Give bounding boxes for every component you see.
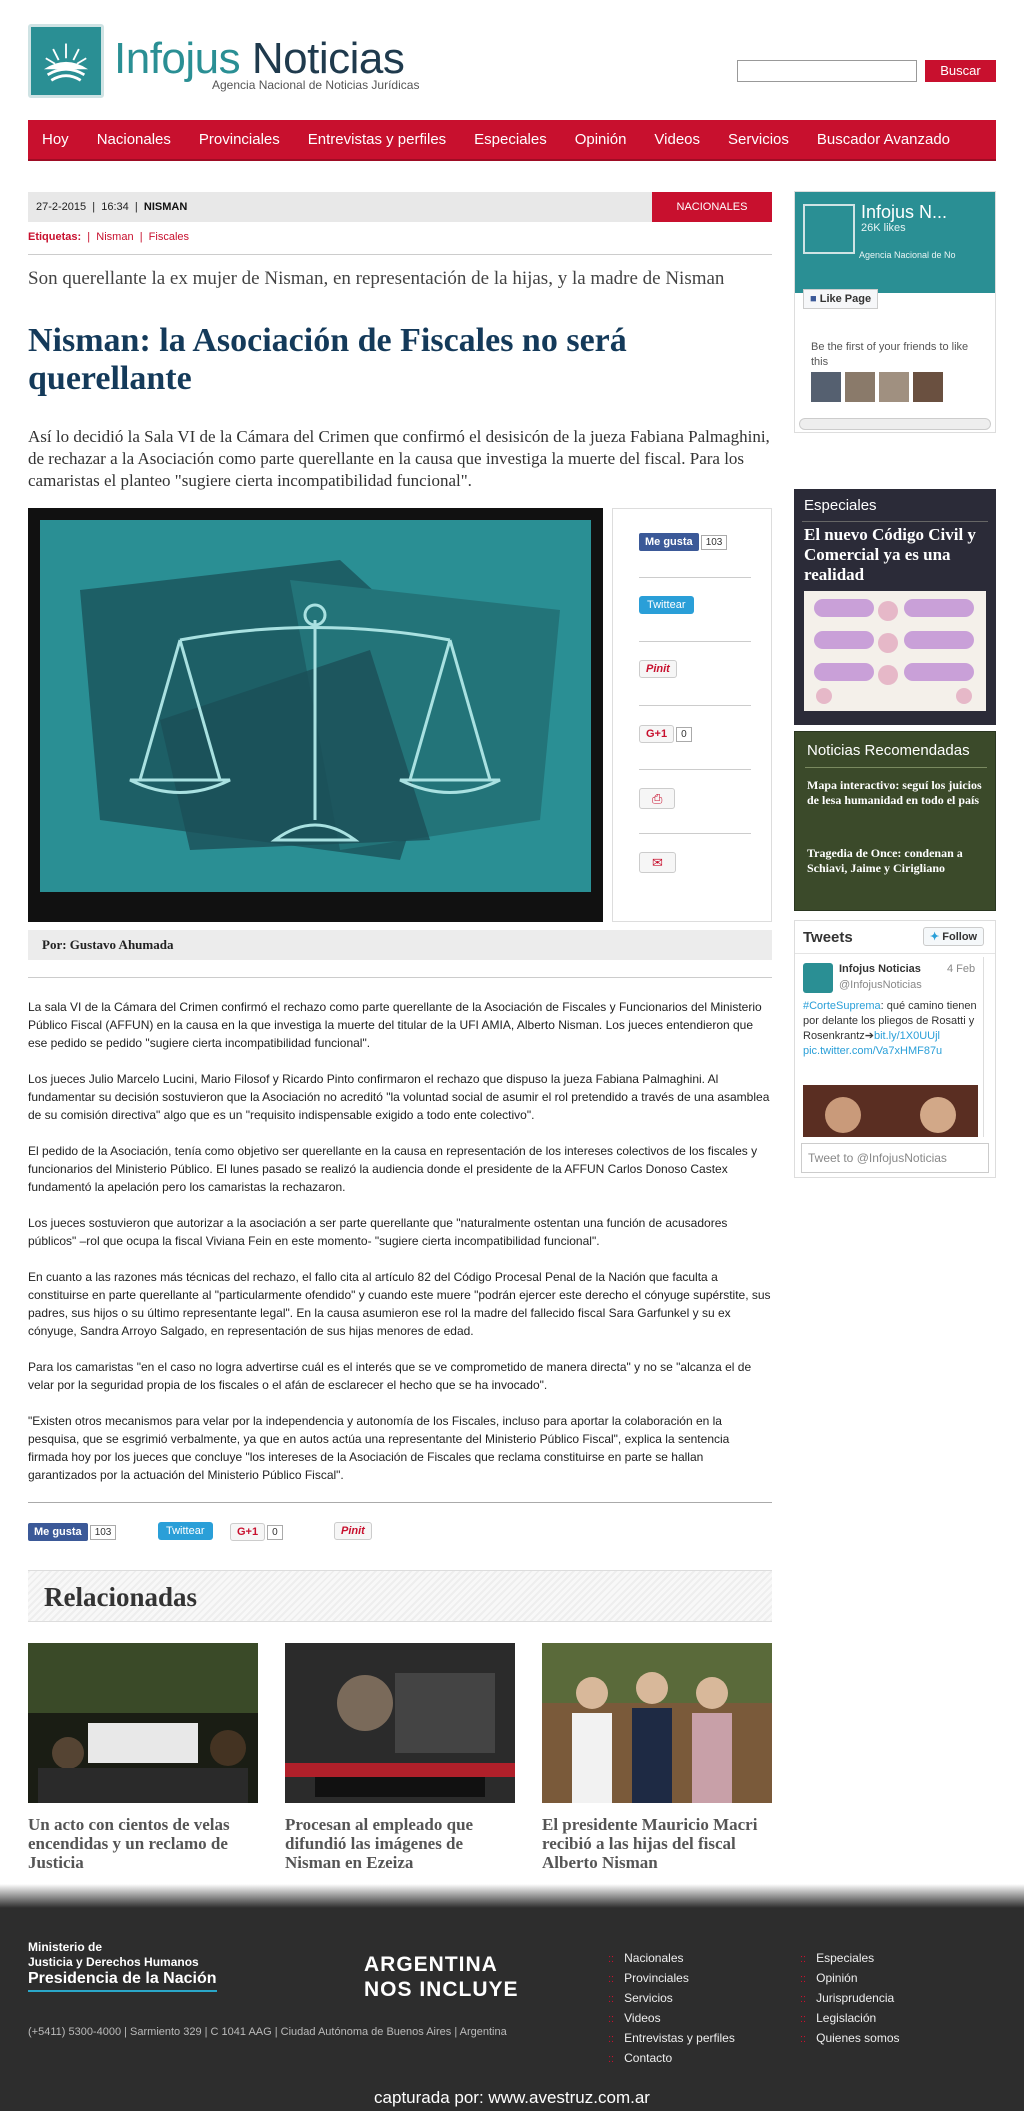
friend-avatar[interactable] [879, 372, 909, 402]
capture-credit: capturada por: www.avestruz.com.ar [374, 2088, 650, 2107]
bullet-icon: :: [608, 1973, 615, 1985]
article-lead: Así lo decidió la Sala VI de la Cámara del Crimen que confirmó el desisicón de la jueza Fabiana Palmaghini, de rechazar a la Asociación como parte querellante en la causa que investiga la muerte del fiscal. Para los camaristas el planteo "sugiere cierta incompatibilidad funcional". [28, 427, 770, 490]
friend-avatar[interactable] [845, 372, 875, 402]
nav-item-servicios[interactable]: Servicios [728, 131, 789, 148]
article-image [28, 508, 603, 922]
nav-item-buscador[interactable]: Buscador Avanzado [816, 131, 951, 148]
footer-link[interactable]: :: Servicios [608, 1991, 673, 2005]
share-column [612, 508, 772, 922]
presidencia-logo[interactable]: Presidencia de la Nación [28, 1970, 217, 1992]
article-body [28, 998, 772, 1502]
footer-link[interactable]: :: Provinciales [608, 1971, 689, 1985]
bullet-icon: :: [800, 1953, 807, 1965]
bullet-icon: :: [608, 1953, 615, 1965]
footer-address: (+5411) 5300-4000 | Sarmiento 329 | C 1041 AAG | Ciudad Autónoma de Buenos Aires | Argentina [28, 2026, 507, 2038]
tweet-button[interactable]: Twittear [639, 596, 694, 614]
brand-name[interactable]: Infojus Noticias [114, 34, 405, 83]
facebook-likes-count: 26K likes [861, 222, 906, 234]
footer-link[interactable]: :: Videos [608, 2011, 661, 2025]
recomendada-link[interactable]: Tragedia de Once: condenan a Schiavi, Jaime y Cirigliano [807, 846, 963, 875]
article-kicker: Son querellante la ex mujer de Nisman, en representación de la hijas, y la madre de Nisman [28, 268, 725, 289]
tweet-link[interactable]: pic.twitter.com/Va7xHMF87u [803, 1045, 943, 1057]
bullet-icon: :: [800, 1973, 807, 1985]
brand-tagline: Agencia Nacional de Noticias Jurídicas [212, 78, 420, 92]
vertical-scrollbar[interactable] [983, 957, 993, 1137]
argentina-logo[interactable]: ARGENTINA NOS INCLUYE [364, 1953, 519, 2001]
article-paragraph: Los jueces sostuvieron que autorizar a la asociación a ser parte querellante que "naturalmente ostentan una función de acusadores públicos" –rol que ocupa la fiscal Viviana Fein en este momento- "sugiere cierta incompatibilidad funcional". [28, 1216, 728, 1248]
tag-link[interactable]: Nisman [96, 231, 134, 243]
especiales-box[interactable] [794, 489, 996, 725]
bottom-facebook-like-widget[interactable] [28, 1525, 116, 1540]
facebook-page-subtitle: Agencia Nacional de No [859, 250, 956, 260]
related-title[interactable]: El presidente Mauricio Macri recibió a las hijas del fiscal Alberto Nisman [542, 1815, 758, 1872]
tweet-image[interactable] [803, 1085, 978, 1137]
nav-item-entrevistas[interactable]: Entrevistas y perfiles [307, 131, 447, 148]
facebook-page-widget [794, 191, 996, 433]
main-nav [28, 120, 996, 161]
scales-of-justice-illustration [40, 520, 591, 892]
footer [0, 1908, 1024, 2111]
footer-link[interactable]: :: Entrevistas y perfiles [608, 2031, 735, 2045]
article-time: 16:34 [101, 201, 129, 213]
category-badge[interactable]: NACIONALES [652, 192, 772, 222]
twitter-bird-icon: ✦ [930, 931, 940, 943]
tweet-date[interactable]: 4 Feb [947, 963, 976, 975]
divider [639, 705, 751, 706]
bullet-icon: :: [608, 2033, 615, 2045]
divider [805, 767, 987, 768]
article-section-tag[interactable]: NISMAN [143, 201, 188, 213]
footer-link[interactable]: :: Nacionales [608, 1951, 684, 1965]
divider [28, 977, 772, 978]
google-plus-button[interactable]: G+1 [639, 725, 674, 743]
search-input[interactable] [737, 60, 917, 82]
bullet-icon: :: [608, 1993, 615, 2005]
friend-avatar[interactable] [811, 372, 841, 402]
bullet-icon: :: [608, 2053, 615, 2065]
article-paragraph: En cuanto a las razones más técnicas del rechazo, el fallo cita al artículo 82 del Código Procesal Penal de la Nación que faculta a constituirse en parte querellante al "particularmente ofendido" y cuando este muere "podrán ejercer este derecho el cónyuge supérstite, sus padres, sus hijos o su último representante legal". En la causa asumieron ese rol la madre del fallecido fiscal Sara Garfunkel y su ex cónyuge, Sandra Arroyo Salgado, en representación de sus hijas menores de edad. [28, 1270, 771, 1338]
related-title[interactable]: Procesan al empleado que difundió las imágenes de Nisman en Ezeiza [285, 1815, 474, 1872]
facebook-icon: ■ [810, 293, 817, 305]
bullet-icon: :: [800, 2033, 807, 2045]
tweet-text: #CorteSuprema: qué camino tienen por delante los pliegos de Rosatti y Rosenkrantz➔bit.ly/1X0UUjl pic.twitter.com/Va7xHMF87u [803, 1000, 977, 1057]
tweet-hashtag[interactable]: #CorteSuprema [803, 1000, 881, 1012]
tweet-author-handle[interactable]: @InfojusNoticias [839, 979, 922, 991]
facebook-like-page-button[interactable]: ■ Like Page [803, 289, 878, 309]
nav-item-videos[interactable]: Videos [654, 131, 701, 148]
nav-item-hoy[interactable]: Hoy [42, 131, 69, 148]
ministerio-logo[interactable]: Ministerio de Justicia y Derechos Humanos [28, 1940, 199, 1969]
especiales-title[interactable]: El nuevo Código Civil y Comercial ya es una realidad [804, 525, 976, 584]
footer-link[interactable]: :: Quienes somos [800, 2031, 900, 2045]
nav-item-nacionales[interactable]: Nacionales [96, 131, 171, 148]
article-paragraph: Para los camaristas "en el caso no logra advertirse cuál es el interés que se ve comprometido de manera directa" y no se "alcanza el de velar por la seguridad propia de los fiscales o el afán de esclarecer el hecho que se ha invocado". [28, 1360, 752, 1392]
nav-item-opinion[interactable]: Opinión [574, 131, 627, 148]
divider [639, 769, 751, 770]
recomendada-link[interactable]: Mapa interactivo: seguí los juicios de lesa humanidad en todo el país [807, 778, 982, 807]
footer-link[interactable]: :: Legislación [800, 2011, 877, 2025]
divider [639, 641, 751, 642]
tags-label: Etiquetas: [28, 231, 82, 243]
bullet-icon: :: [800, 2013, 807, 2025]
twitter-follow-button[interactable]: ✦ Follow [923, 927, 984, 946]
especiales-image[interactable] [804, 591, 986, 711]
facebook-like-button[interactable]: Me gusta [28, 1523, 88, 1541]
divider [639, 577, 751, 578]
related-thumbnail[interactable] [285, 1643, 515, 1803]
email-icon[interactable]: ✉ [639, 852, 676, 873]
related-thumbnail[interactable] [542, 1643, 772, 1803]
facebook-like-count: 103 [701, 535, 728, 550]
facebook-like-count: 103 [90, 1525, 117, 1540]
facebook-page-logo[interactable] [803, 204, 855, 254]
especiales-label: Especiales [804, 497, 877, 514]
tweet-compose-input[interactable]: Tweet to @InfojusNoticias [801, 1143, 989, 1173]
tweet-link[interactable]: bit.ly/1X0UUjl [873, 1030, 940, 1042]
nav-item-especiales[interactable]: Especiales [474, 131, 547, 148]
article-paragraph: "Existen otros mecanismos para velar por la independencia y autonomía de los Fiscales, incluso para aportar la colaboración en la pesquisa, que se esgrimió verbalmente, ya que en autos actúa una representante del Ministerio Público Fiscal", explica la sentencia firmada hoy por los jueces que concluye "los intereses de la Asociación de Fiscales que reclama constituirse en parte se hallan garantizados por la actuación del Ministerio Público Fiscal". [28, 1414, 730, 1482]
search-button[interactable]: Buscar [925, 60, 996, 82]
divider [28, 254, 772, 255]
bullet-icon: :: [608, 2013, 615, 2025]
footer-gradient [0, 1884, 1024, 1908]
facebook-friends-text: Be the first of your friends to like this [811, 341, 969, 368]
site-logo[interactable] [28, 24, 104, 98]
horizontal-scrollbar[interactable] [799, 418, 991, 430]
tweets-label: Tweets [803, 929, 853, 946]
related-thumbnail[interactable] [28, 1643, 258, 1803]
divider [795, 953, 995, 954]
facebook-cover[interactable] [795, 192, 995, 293]
article-title: Nisman: la Asociación de Fiscales no será querellante [28, 322, 627, 397]
article-paragraph: Los jueces Julio Marcelo Lucini, Mario Filosof y Ricardo Pinto confirmaron el rechazo que dispuso la jueza Fabiana Palmaghini. Al fundamentar su decisión sostuvieron que la Asociación no acreditó "la voluntad social de asumir el rol pretendido a través de una asamblea de su comisión directiva" algo que es un "requisito indispensable exigido a todo ente colectivo". [28, 1072, 770, 1122]
tweet-button[interactable]: Twittear [158, 1522, 213, 1540]
pinterest-button[interactable]: Pinit [639, 660, 677, 678]
twitter-widget [794, 920, 996, 1178]
footer-link[interactable]: :: Especiales [800, 1951, 875, 1965]
facebook-like-button[interactable]: Me gusta [639, 533, 699, 551]
divider [639, 833, 751, 834]
bullet-icon: :: [800, 1993, 807, 2005]
google-plus-button[interactable]: G+1 [230, 1523, 265, 1541]
recomendadas-box [794, 731, 996, 911]
related-heading: Relacionadas [28, 1570, 772, 1622]
article-date: 27-2-2015 [36, 201, 87, 213]
divider [28, 1502, 772, 1503]
recomendadas-label: Noticias Recomendadas [807, 742, 970, 759]
facebook-like-widget[interactable] [639, 535, 727, 550]
footer-link[interactable]: :: Contacto [608, 2051, 673, 2065]
print-icon[interactable]: ⎙ [639, 788, 675, 809]
avatar[interactable] [803, 963, 833, 993]
related-title[interactable]: Un acto con cientos de velas encendidas y un reclamo de Justicia [28, 1815, 230, 1872]
footer-link[interactable]: :: Opinión [800, 1971, 858, 1985]
tag-link[interactable]: Fiscales [148, 231, 190, 243]
tags-row: Etiquetas: | Nisman | Fiscales [28, 231, 190, 243]
footer-link[interactable]: :: Jurisprudencia [800, 1991, 895, 2005]
facebook-page-title[interactable]: Infojus N... [861, 202, 948, 222]
divider [802, 521, 988, 522]
article-meta: 27-2-2015 | 16:34 | NISMAN [28, 192, 652, 222]
friend-avatar[interactable] [913, 372, 943, 402]
article-author: Por: Gustavo Ahumada [28, 930, 772, 960]
google-plus-count: 0 [676, 727, 692, 742]
nav-item-provinciales[interactable]: Provinciales [198, 131, 280, 148]
article-paragraph: El pedido de la Asociación, tenía como objetivo ser querellante en la causa en representación de los intereses colectivos de los fiscales y funcionarios del Ministerio Público. El lunes pasado se realizó la audiencia donde el presidente de la AFFUN Carlos Donoso Castex fundamentó la apelación pero los camaristas la rechazaron. [28, 1144, 758, 1194]
article-paragraph: La sala VI de la Cámara del Crimen confirmó el rechazo como parte querellante de la Asociación de Fiscales y Funcionarios del Ministerio Público Fiscal (AFFUN) en la causa en la que investiga la muerte del titular de la UFI AMIA, Alberto Nisman. Los jueces entendieron que ese pedido se pedido "sugiere cierta incompatibilidad funcional". [28, 1000, 762, 1050]
pinterest-button[interactable]: Pinit [334, 1522, 372, 1540]
tweet-author-name[interactable]: Infojus Noticias [839, 963, 921, 975]
google-plus-count: 0 [267, 1525, 283, 1540]
